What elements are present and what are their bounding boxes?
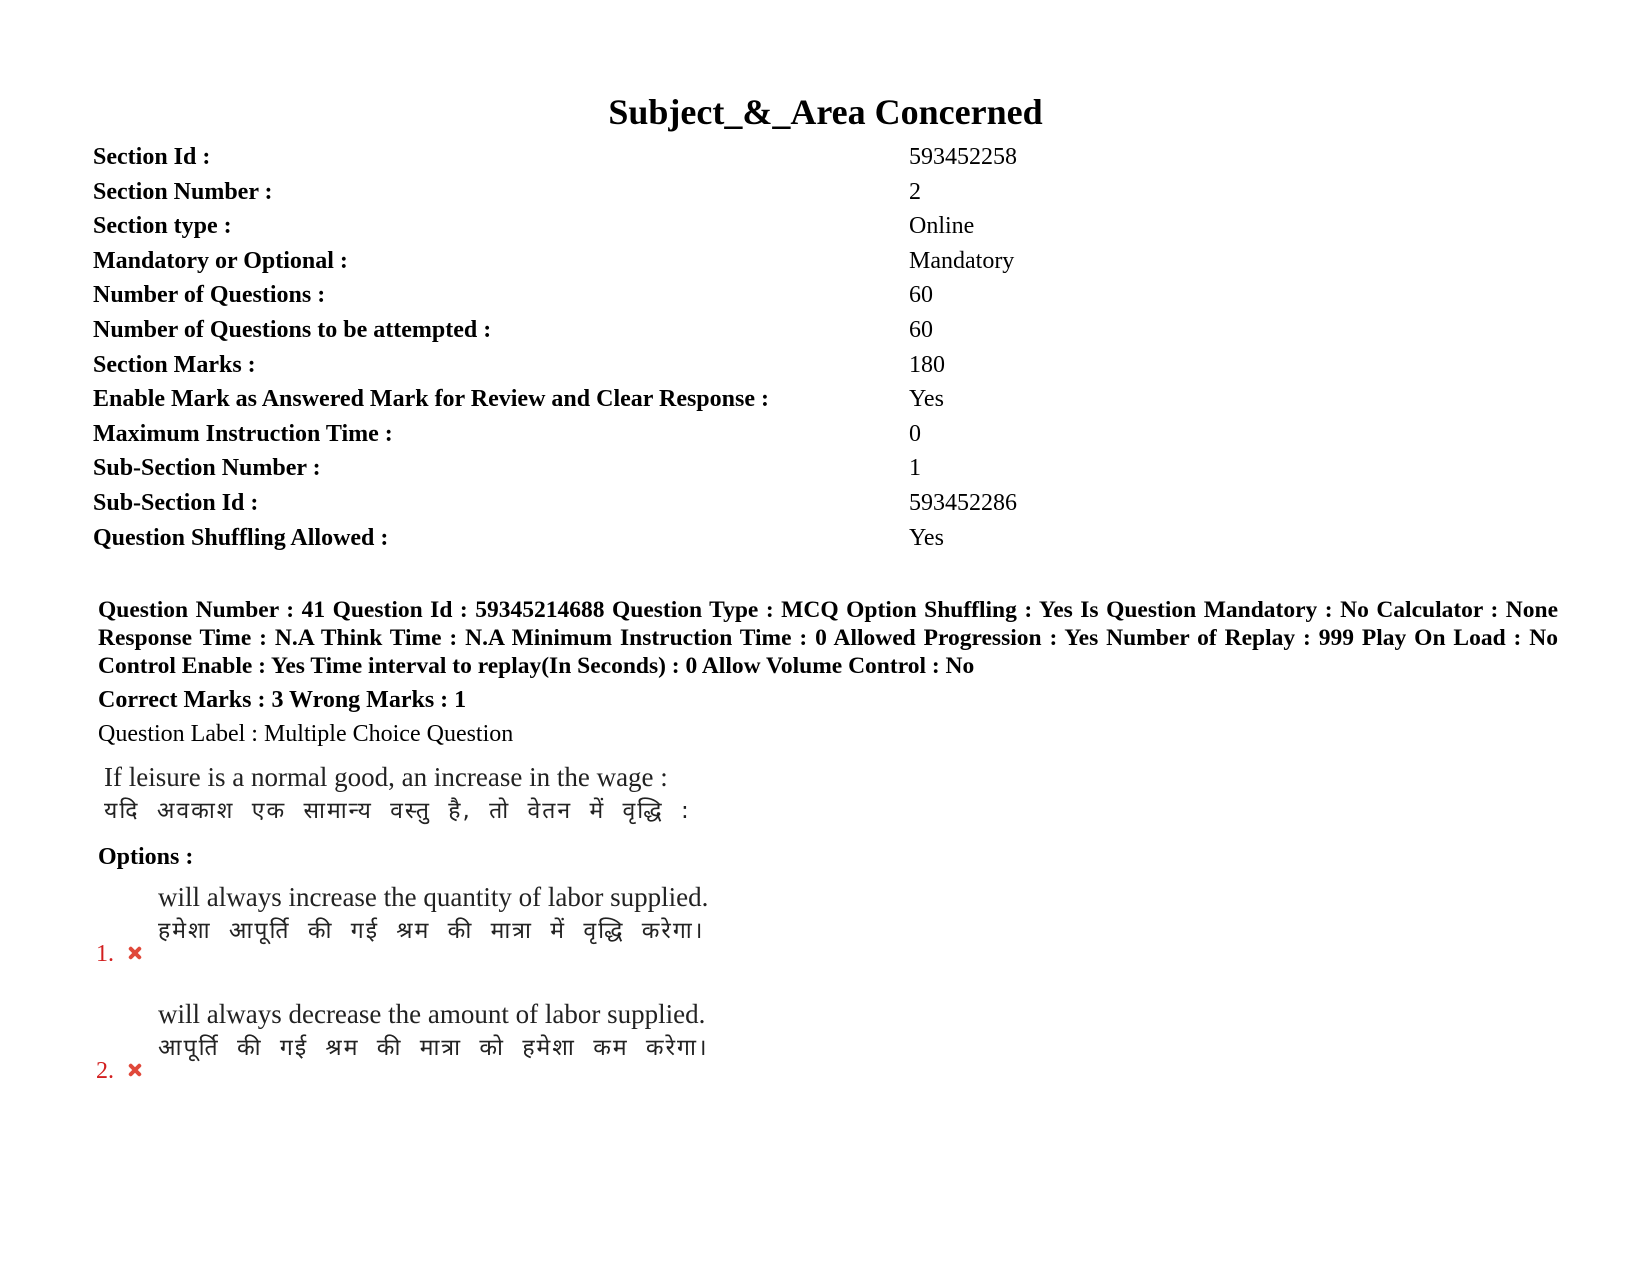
option-text-english: will always decrease the amount of labor supplied. (158, 999, 706, 1029)
option-text-hindi: हमेशा आपूर्ति की गई श्रम की मात्रा में वृद्धि करेगा। (158, 918, 705, 944)
info-label: Section Number : (93, 178, 273, 205)
question-metadata: Question Number : 41 Question Id : 59345214688 Question Type : MCQ Option Shuffling : Yes Is Question Mandatory : No Calculator : None Response Time : N.A Think Time : N.A Minimum Instruction Time : 0 Allowed Progression : Yes Number of Replay : 999 Play On Load : No Control Enable : Yes Time interval to replay(In Seconds) : 0 Allow Volume Control : No (98, 597, 1558, 679)
info-row-instruction-time (93, 417, 1093, 452)
info-label: Maximum Instruction Time : (93, 420, 393, 447)
info-value: 593452258 (909, 144, 1017, 170)
info-value: 60 (909, 316, 933, 343)
question-label: Question Label : Multiple Choice Question (98, 721, 514, 747)
section-info-table (93, 140, 1093, 555)
info-row-section-marks (93, 348, 1093, 383)
info-row-mark-review (93, 382, 1093, 417)
option-text-english: will always increase the quantity of labor supplied. (158, 882, 709, 912)
info-label: Sub-Section Number : (93, 455, 321, 482)
question-text-hindi: यदि अवकाश एक सामान्य वस्तु है, तो वेतन में वृद्धि : (104, 798, 691, 824)
option-1[interactable] (96, 880, 996, 990)
info-value: 0 (909, 420, 921, 447)
info-label: Mandatory or Optional : (93, 247, 348, 274)
info-value: Yes (909, 524, 944, 551)
info-row-mandatory (93, 244, 1093, 279)
option-number: 2. (96, 1058, 114, 1084)
info-row-questions-to-attempt (93, 313, 1093, 348)
info-row-question-count (93, 278, 1093, 313)
info-value: Mandatory (909, 247, 1015, 274)
info-row-subsection-id (93, 486, 1093, 521)
option-2[interactable] (96, 997, 996, 1107)
info-value: 60 (909, 282, 933, 309)
option-text-hindi: आपूर्ति की गई श्रम की मात्रा को हमेशा कम करेगा। (158, 1035, 709, 1061)
info-label: Section Marks : (93, 351, 256, 378)
question-text-english: If leisure is a normal good, an increase in the wage : (104, 762, 668, 792)
info-value: Online (909, 213, 975, 240)
info-row-subsection-number (93, 451, 1093, 486)
marks-line: Correct Marks : 3 Wrong Marks : 1 (98, 687, 467, 713)
info-label: Enable Mark as Answered Mark for Review and Clear Response : (93, 386, 769, 413)
info-row-section-type (93, 209, 1093, 244)
question-text (104, 760, 691, 828)
info-label: Question Shuffling Allowed : (93, 524, 389, 551)
info-label: Number of Questions to be attempted : (93, 316, 492, 343)
option-text (158, 880, 708, 948)
wrong-cross-icon (126, 1061, 144, 1079)
info-row-section-id (93, 140, 1093, 175)
wrong-cross-icon (126, 944, 144, 962)
option-text (158, 997, 709, 1065)
info-value: 1 (909, 455, 921, 482)
info-row-question-shuffling (93, 521, 1093, 556)
info-row-section-number (93, 175, 1093, 210)
info-label: Sub-Section Id : (93, 489, 259, 516)
info-value: 593452286 (909, 489, 1017, 516)
info-label: Section type : (93, 213, 232, 240)
info-label: Section Id : (93, 144, 211, 170)
info-value: 2 (909, 178, 921, 205)
info-value: 180 (909, 351, 945, 378)
option-number: 1. (96, 941, 114, 967)
info-label: Number of Questions : (93, 282, 326, 309)
page-title: Subject_&_Area Concerned (608, 92, 1043, 132)
info-value: Yes (909, 386, 944, 413)
options-heading: Options : (98, 844, 194, 870)
